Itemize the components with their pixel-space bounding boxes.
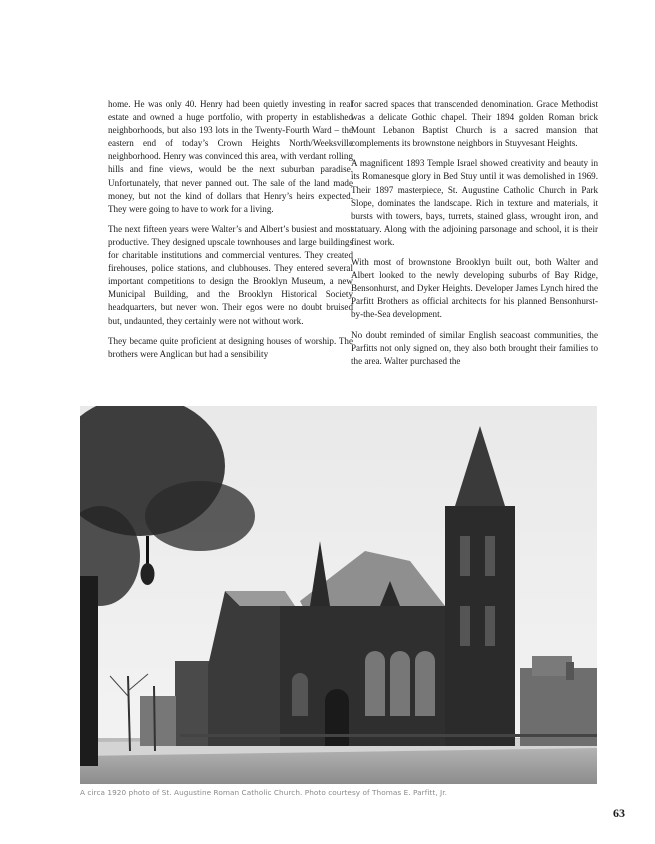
paragraph: With most of brownstone Brooklyn built out, both Walter and Albert looked to the newly developing suburbs of Bay Ridge, Bensonhurst, and Dyker Heights. Developer James Lynch hired the Parfitt Brothers as official architects for his planned Bensonhurst-by-the-Sea development.	[351, 257, 598, 320]
paragraph: for sacred spaces that transcended denomination. Grace Methodist was a delicate Gothic chapel. Their 1894 golden Roman brick Mount Lebanon Baptist Church is a sacred mansion that complements its brownstone neighbors in Stuyvesant Heights.	[351, 99, 598, 149]
page-number: 63	[613, 806, 625, 820]
church-photo	[80, 406, 597, 784]
paragraph: home. He was only 40. Henry had been quietly investing in real estate and owned a huge portfolio, with property in established neighborhoods, but also 193 lots in the Twenty-Fourth Ward – the eastern end of today’s Crown Heights North/Weeksville neighborhood. Henry was convinced this area, with verdant rolling hills and fine views, would be the next suburban paradise. Unfortunately, that never panned out. The sale of the land made money, but not the kind of dollars that Henry’s heirs expected. They were going to have to work for a living.	[108, 99, 353, 214]
paragraph: A magnificent 1893 Temple Israel showed creativity and beauty in its Romanesque glory in Bed Stuy until it was demolished in 1969. Their 1897 masterpiece, St. Augustine Catholic Church in Park Slope, dominates the landscape. Rich in texture and materials, it bursts with towers, bays, turrets, stained glass, wrought iron, and statuary. Along with the adjoining parsonage and school, it is their finest work.	[351, 158, 598, 247]
left-text-column	[108, 98, 353, 368]
paragraph: They became quite proficient at designing houses of worship. The brothers were Anglican but had a sensibility	[108, 335, 353, 359]
paragraph: The next fifteen years were Walter’s and Albert’s busiest and most productive. They designed upscale townhouses and large buildings for charitable institutions and commercial ventures. They created firehouses, police stations, and clubhouses. They entered several important competitions to design the Brooklyn Museum, a new Municipal Building, and the Brooklyn Historical Society headquarters, but never won. Their egos were no doubt bruised but, undaunted, they certainly were not without work.	[108, 223, 353, 326]
right-text-column	[351, 98, 598, 375]
paragraph: No doubt reminded of similar English seacoast communities, the Parfitts not only signed on, they also both brought their families to the area. Walter purchased the	[351, 329, 598, 366]
photo-caption: A circa 1920 photo of St. Augustine Roman Catholic Church. Photo courtesy of Thomas E. Parfitt, Jr.	[80, 788, 447, 797]
